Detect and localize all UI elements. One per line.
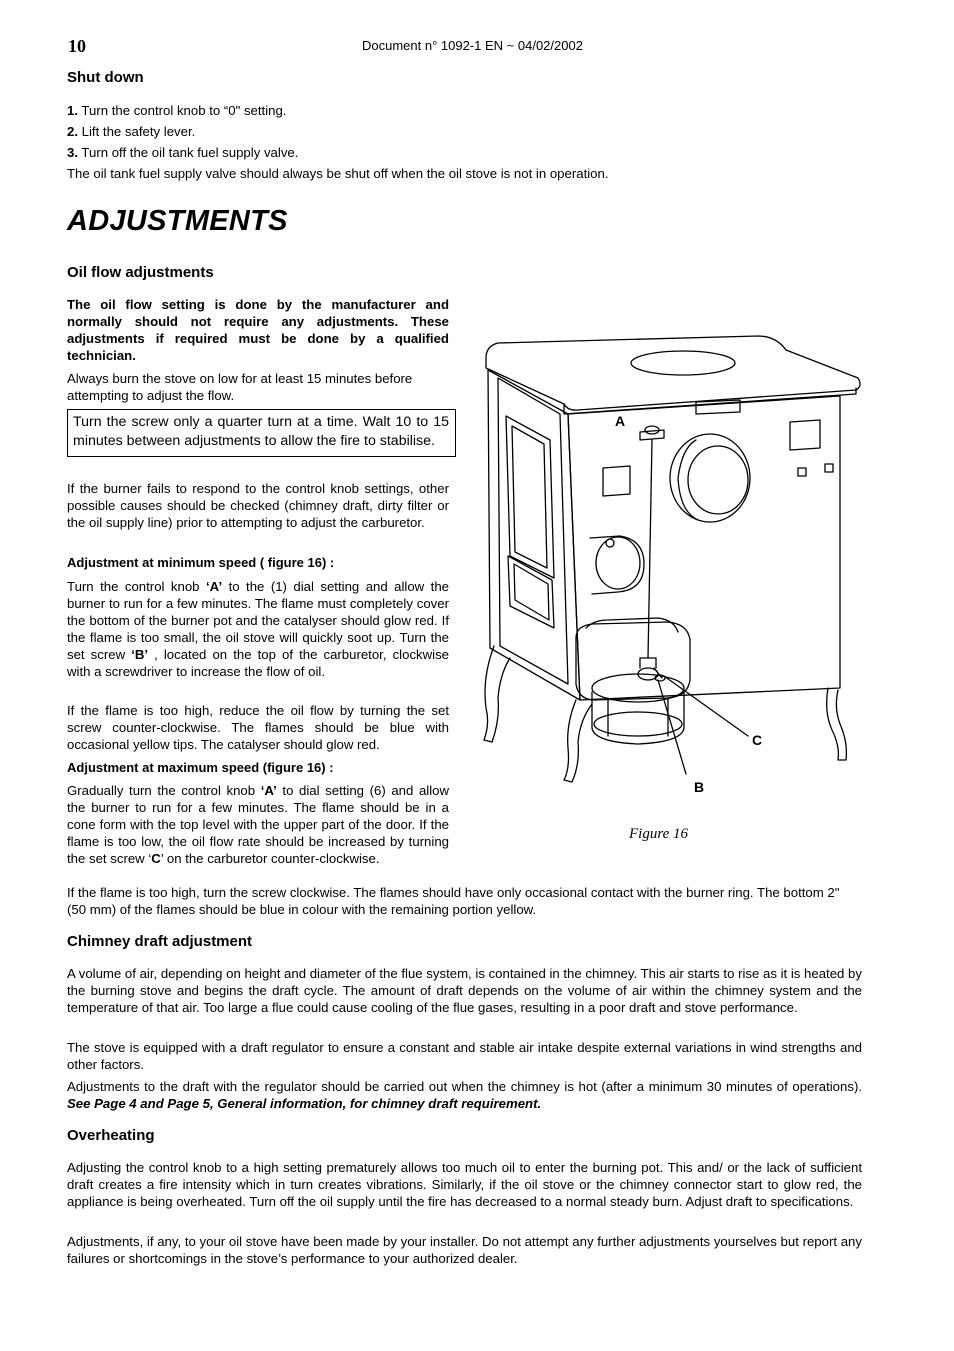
- figure-caption: Figure 16: [629, 826, 689, 842]
- shutdown-note: The oil tank fuel supply valve should always be shut off when the oil stove is not in operation.: [67, 166, 609, 181]
- stove-body-side: [568, 396, 840, 700]
- figure-label-a: A: [615, 413, 626, 429]
- rear-panel-right: [790, 420, 820, 450]
- shutdown-heading: Shut down: [67, 69, 144, 86]
- document-reference: Document n° 1092-1 EN ~ 04/02/2002: [362, 38, 583, 53]
- front-left-leg: [484, 646, 510, 742]
- min-speed-too-high-paragraph: If the flame is too high, reduce the oil flow by turning the set screw counter-clockwise. The flames should be blue with occasional yellow tips. The catalyser should glow red.: [67, 703, 449, 752]
- shutdown-step-1: 1. Turn the control knob to “0" setting.: [67, 103, 287, 118]
- adjustments-heading: ADJUSTMENTS: [67, 205, 288, 237]
- overheating-paragraph-1: Adjusting the control knob to a high setting prematurely allows too much oil to enter the burning pot. This and/ or the lack of sufficient draft creates a fire intensity which in turn creates vibrations. Similarly, if the oil stove or the chimney connector start to glow red, the appliance is being overheated. Turn off the oil supply until the fire has decreased to a normal steady burn. Adjust draft to specifications.: [67, 1160, 862, 1209]
- rear-stud-1: [798, 468, 806, 476]
- oil-flow-heading: Oil flow adjustments: [67, 264, 214, 281]
- max-speed-heading: Adjustment at maximum speed (figure 16) :: [67, 760, 334, 775]
- shutdown-step-3: 3. Turn off the oil tank fuel supply valve.: [67, 145, 299, 160]
- burner-housing: [576, 622, 690, 700]
- top-flue-opening: [631, 351, 735, 375]
- shutdown-steps: [67, 102, 862, 182]
- rear-stud-2: [825, 464, 833, 472]
- rear-panel-left: [603, 466, 630, 496]
- stove-illustration: [468, 328, 868, 808]
- max-speed-paragraph: Gradually turn the control knob ‘A’ to dial setting (6) and allow the burner to run for a few minutes. The flame should be in a cone form with the top level with the upper part of the door. If the flame is too low, the oil flow rate should be increased by turning the set screw ‘C’ on the carburetor counter-clockwise.: [67, 783, 449, 866]
- page-number: 10: [68, 36, 86, 56]
- oil-flow-low-burn-note: Always burn the stove on low for at least 15 minutes before attempting to adjust the flow.: [67, 371, 413, 403]
- shutdown-step-2: 2. Lift the safety lever.: [67, 124, 196, 139]
- overheating-heading: Overheating: [67, 1127, 155, 1144]
- quarter-turn-notice-box: Turn the screw only a quarter turn at a time. Walt 10 to 15 minutes between adjustments to allow the fire to stabilise.: [67, 409, 456, 457]
- chimney-draft-heading: Chimney draft adjustment: [67, 933, 253, 950]
- leader-line-c: [664, 676, 748, 736]
- figure-label-b: B: [694, 779, 705, 795]
- rear-right-leg: [827, 688, 847, 760]
- air-intake-duct: [596, 537, 640, 589]
- chimney-draft-paragraph-3: Adjustments to the draft with the regulator should be carried out when the chimney is hot (after a minimum 30 minutes of operations). See Page 4 and Page 5, General information, for chimney draft requirement.: [67, 1079, 862, 1111]
- oil-flow-warning: The oil flow setting is done by the manufacturer and normally should not require any adjustments. These adjustments if required must be done by a qualified technician.: [67, 297, 449, 363]
- chimney-draft-paragraph-1: A volume of air, depending on height and diameter of the flue system, is contained in the chimney. This air starts to rise as it is heated by the burning stove and begins the draft cycle. The amount of draft depends on the volume of air within the chimney system and the temperature of that air. Too large a flue could cause cooling of the flue gases, resulting in a poor draft and stove performance.: [67, 966, 862, 1015]
- figure-label-c: C: [752, 732, 763, 748]
- stove-body-front: [488, 370, 580, 700]
- front-right-leg: [564, 700, 592, 782]
- min-speed-paragraph: Turn the control knob ‘A’ to the (1) dial setting and allow the burner to run for a few minutes. The flame must completely cover the bottom of the burner pot and the catalyser should glow red. If the flame is too small, the oil stove will quickly soot up. Turn the set screw ‘B’ , located on the top of the carburetor, clockwise with a screwdriver to increase the flow of oil.: [67, 579, 450, 679]
- min-speed-heading: Adjustment at minimum speed ( figure 16) :: [67, 555, 335, 570]
- overheating-paragraph-2: Adjustments, if any, to your oil stove have been made by your installer. Do not attempt any further adjustments yourselves but report any failures or shortcomings in the stove’s performance to your authorized dealer.: [67, 1234, 862, 1266]
- max-speed-too-high-paragraph: If the flame is too high, turn the screw clockwise. The flames should have only occasional contact with the burner ring. The bottom 2" (50 mm) of the flames should be blue in colour with the remaining portion yellow.: [67, 885, 840, 917]
- chimney-draft-paragraph-2: The stove is equipped with a draft regulator to ensure a constant and stable air intake despite external variations in wind strengths and other factors.: [67, 1040, 862, 1072]
- burner-troubleshoot-paragraph: If the burner fails to respond to the control knob settings, other possible causes should be checked (chimney draft, dirty filter or the oil supply line) prior to attempting to adjust the carburetor.: [67, 481, 449, 530]
- control-knob-a: [640, 430, 664, 440]
